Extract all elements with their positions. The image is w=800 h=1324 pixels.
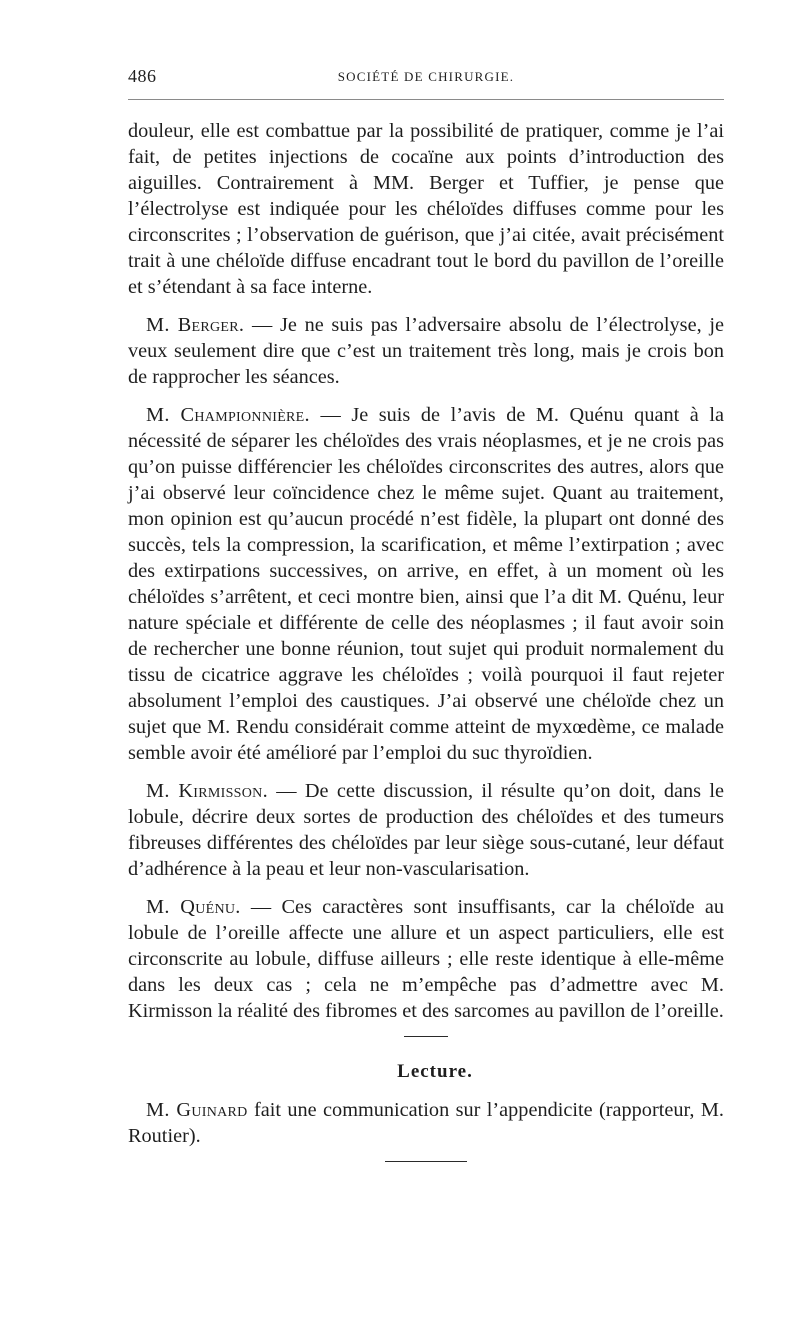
paragraph-text: fait une communication sur l’appendicite (rapporteur, M. Routier). [128, 1099, 724, 1147]
paragraph-kirmisson [128, 778, 724, 882]
paragraph-text: douleur, elle est combattue par la possibilité de pratiquer, comme je l’ai fait, de petites injections de cocaïne aux points d’introduction des aiguilles. Contrairement à MM. Berger et Tuffier, je pense que l’électrolyse est indiquée pour les chéloïdes diffuses comme pour les circonscrites ; l’observation de guérison, que j’ai citée, avait précisément trait à une chéloïde diffuse encadrant tout le bord du pavillon de l’oreille et s’étendant à sa face interne. [128, 120, 724, 298]
paragraph-text: — Ces caractères sont insuffisants, car la chéloïde au lobule de l’oreille affecte une allure et un aspect particuliers, elle est circonscrite au lobule, diffuse ailleurs ; elle reste identique à elle-même dans les deux cas ; cela ne m’empêche pas d’admettre avec M. Kirmisson la réalité des fibromes et des sarcomes au pavillon de l’oreille. [128, 896, 724, 1022]
speaker-name: M. Quénu. [146, 896, 241, 918]
paragraph-guinard [128, 1097, 724, 1149]
section-title: Lecture. [397, 1061, 473, 1082]
paragraph-berger [128, 312, 724, 390]
end-divider [385, 1161, 467, 1162]
speaker-name: M. Guinard [146, 1099, 248, 1121]
paragraph-douleur [128, 118, 724, 300]
paragraph-text: — Je ne suis pas l’adversaire absolu de l’électrolyse, je veux seulement dire que c’est un traitement très long, mais je crois bon de rapprocher les séances. [128, 314, 724, 388]
paragraph-text: — Je suis de l’avis de M. Quénu quant à la nécessité de séparer les chéloïdes des vrais néoplasmes, et je ne crois pas qu’on puisse différencier les chéloïdes circonscrites des autres, alors que j’ai observé leur coïncidence chez le même sujet. Quant au traitement, mon opinion est qu’aucun procédé n’est fidèle, la plupart ont donné des succès, tels la compression, la scarification, et même l’extirpation ; avec des extirpations successives, on arrive, en effet, à un moment où les chéloïdes s’arrêtent, et ceci montre bien, ainsi que l’a dit M. Quénu, leur nature spéciale et différente de celle des néoplasmes ; il faut avoir soin de rechercher une bonne réunion, tout sujet qui produit normalement du tissu de cicatrice aggrave les chéloïdes ; voilà pourquoi il faut rejeter absolument l’emploi des caustiques. J’ai observé une chéloïde chez un sujet que M. Rendu considérait comme atteint de myxœdème, ce malade semble avoir été amélioré par l’emploi du suc thyroïdien. [128, 404, 724, 764]
speaker-name: M. Berger. [146, 314, 245, 336]
speaker-name: M. Kirmisson. [146, 780, 268, 802]
paragraph-quenu [128, 894, 724, 1024]
header-divider [128, 99, 724, 100]
page-number: 486 [128, 66, 157, 86]
page-header [128, 66, 724, 90]
running-head: SOCIÉTÉ DE CHIRURGIE. [337, 69, 515, 84]
paragraph-text: — De cette discussion, il résulte qu’on doit, dans le lobule, décrire deux sortes de production des chéloïdes et des tumeurs fibreuses différentes des chéloïdes par leur siège sous-cutané, leur défaut d’adhérence à la peau et leur non-vascularisation. [128, 780, 724, 880]
speaker-name: M. Championnière. [146, 404, 310, 426]
paragraph-championniere [128, 402, 724, 766]
section-divider [404, 1036, 448, 1037]
body-text [128, 118, 724, 1162]
